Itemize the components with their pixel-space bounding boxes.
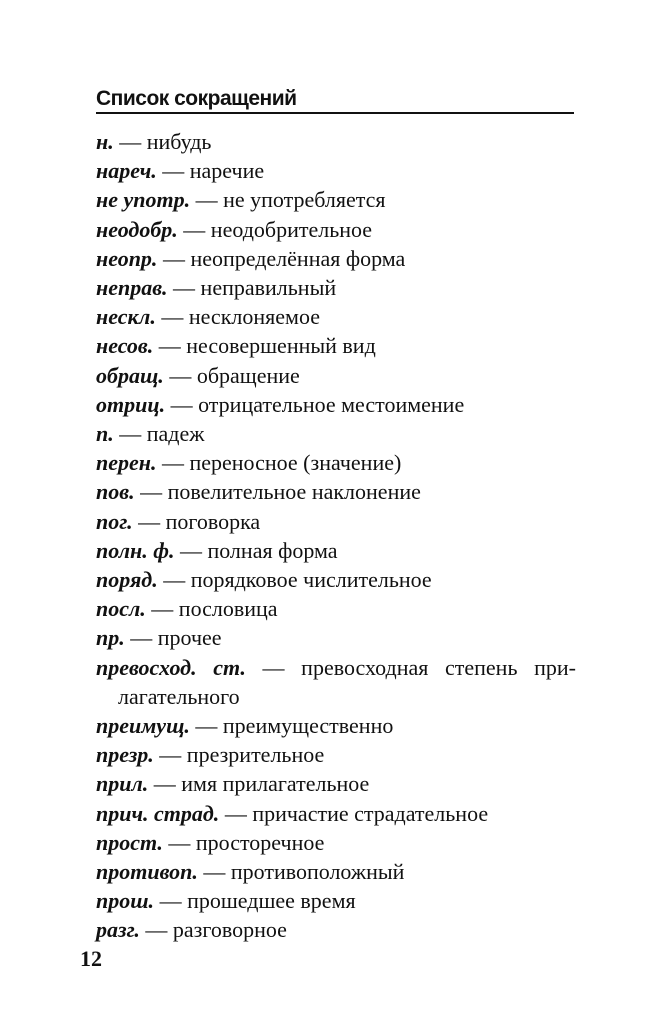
abbreviation-meaning: неодобрительное — [210, 216, 373, 242]
abbreviation-term: обращ. — [96, 362, 164, 388]
abbreviation-entry — [96, 361, 576, 390]
abbreviation-entry — [96, 740, 576, 769]
abbreviation-term: неправ. — [96, 275, 168, 301]
abbreviation-entry — [96, 711, 576, 740]
abbreviation-term: прич. страд. — [96, 800, 220, 826]
abbreviation-entry — [96, 507, 576, 536]
abbreviation-meaning: отрицательное местоимение — [198, 391, 465, 417]
abbreviation-term: пог. — [96, 508, 133, 534]
abbreviation-meaning: полная форма — [207, 537, 338, 563]
abbreviation-meaning: разговорное — [172, 917, 287, 943]
entry-separator: — — [154, 888, 188, 914]
abbreviation-entry — [96, 565, 576, 594]
entry-separator: — — [132, 508, 166, 534]
abbreviation-meaning: переносное (значение) — [189, 450, 402, 476]
abbreviation-meaning: преимущественно — [222, 713, 394, 739]
entry-separator: — — [177, 216, 211, 242]
entry-separator: — — [113, 421, 147, 447]
abbreviation-meaning: просторечное — [195, 829, 325, 855]
abbreviation-term: несов. — [96, 333, 154, 359]
page-number: 12 — [80, 946, 102, 971]
abbreviation-term: п. — [96, 421, 114, 447]
abbreviation-meaning: повелительное наклонение — [167, 479, 421, 505]
abbreviation-entry — [96, 477, 576, 506]
abbreviation-entry — [96, 828, 576, 857]
abbreviation-term: нескл. — [96, 304, 156, 330]
abbreviation-term: нареч. — [96, 158, 157, 184]
entry-separator: — — [167, 275, 201, 301]
entry-separator: — — [134, 479, 168, 505]
abbreviation-entry — [96, 419, 576, 448]
abbreviation-entry — [96, 769, 576, 798]
abbreviation-entry — [96, 653, 576, 711]
abbreviation-meaning: не употребляется — [223, 187, 386, 213]
abbreviation-term: отриц. — [96, 391, 166, 417]
abbreviation-meaning: несклоняемое — [188, 304, 320, 330]
abbreviation-term: преимущ. — [96, 713, 190, 739]
abbreviation-entry — [96, 244, 576, 273]
entry-separator: — — [190, 187, 224, 213]
abbreviation-term: презр. — [96, 742, 154, 768]
abbreviation-entry — [96, 799, 576, 828]
entry-separator: — — [163, 362, 197, 388]
entry-separator: — — [124, 625, 158, 651]
abbreviation-term: прост. — [96, 829, 163, 855]
header-title: Список сокращений — [96, 87, 297, 110]
entry-separator: — — [153, 333, 187, 359]
abbreviation-term: неопр. — [96, 245, 158, 271]
abbreviation-entry — [96, 536, 576, 565]
abbreviation-meaning: причастие страдательное — [252, 800, 489, 826]
abbreviation-entry — [96, 857, 576, 886]
entry-separator: — — [145, 596, 179, 622]
abbreviation-term: посл. — [96, 596, 146, 622]
entry-separator: — — [148, 771, 182, 797]
entry-separator: — — [219, 800, 253, 826]
abbreviation-term: пр. — [96, 625, 125, 651]
abbreviation-meaning: прочее — [157, 625, 222, 651]
abbreviation-term: перен. — [96, 450, 157, 476]
entry-separator: — — [197, 859, 231, 885]
entry-separator: — — [113, 129, 147, 154]
entry-separator: — — [245, 654, 302, 680]
abbreviation-entry — [96, 915, 576, 944]
abbreviation-entry — [96, 127, 576, 156]
abbreviation-meaning: прошедшее время — [187, 888, 356, 914]
abbreviation-term: не употр. — [96, 187, 191, 213]
abbreviation-meaning: презрительное — [186, 742, 325, 768]
abbreviation-meaning: падеж — [146, 421, 205, 447]
abbreviation-meaning: нибудь — [146, 129, 212, 154]
abbreviation-entry — [96, 302, 576, 331]
abbreviation-term: прил. — [96, 771, 149, 797]
abbreviation-term: пов. — [96, 479, 135, 505]
abbreviation-entry — [96, 594, 576, 623]
entry-separator: — — [139, 917, 173, 943]
entry-separator: — — [189, 713, 223, 739]
entry-separator: — — [155, 304, 189, 330]
abbreviation-meaning: пословица — [178, 596, 278, 622]
entry-separator: — — [157, 567, 191, 593]
abbreviation-meaning: превосходная степень при-​лагательного — [118, 654, 576, 709]
abbreviation-entry — [96, 331, 576, 360]
abbreviation-meaning: неопределённая форма — [190, 245, 406, 271]
abbreviation-term: разг. — [96, 917, 140, 943]
abbreviation-entry — [96, 156, 576, 185]
abbreviation-term: превосход. ст. — [96, 654, 246, 680]
abbreviation-meaning: наречие — [189, 158, 265, 184]
abbreviation-list — [96, 127, 576, 945]
abbreviation-term: противоп. — [96, 859, 198, 885]
entry-separator: — — [162, 829, 196, 855]
abbreviation-term: неодобр. — [96, 216, 178, 242]
abbreviation-meaning: имя прилагательное — [181, 771, 370, 797]
entry-separator: — — [156, 158, 190, 184]
abbreviation-meaning: несовершенный вид — [186, 333, 376, 359]
abbreviation-meaning: неправильный — [200, 275, 337, 301]
abbreviation-term: полн. ф. — [96, 537, 175, 563]
abbreviation-term: н. — [96, 129, 114, 154]
abbreviation-meaning: порядковое числительное — [190, 567, 432, 593]
entry-separator: — — [165, 391, 199, 417]
abbreviation-entry — [96, 185, 576, 214]
abbreviation-entry — [96, 390, 576, 419]
entry-separator: — — [174, 537, 208, 563]
entry-separator: — — [153, 742, 187, 768]
abbreviation-meaning: обращение — [196, 362, 300, 388]
abbreviation-meaning: противоположный — [230, 859, 405, 885]
abbreviation-term: прош. — [96, 888, 155, 914]
abbreviation-meaning: поговорка — [165, 508, 261, 534]
abbreviation-entry — [96, 215, 576, 244]
abbreviation-entry — [96, 886, 576, 915]
abbreviation-entry — [96, 448, 576, 477]
abbreviation-term: поряд. — [96, 567, 158, 593]
abbreviation-entry — [96, 273, 576, 302]
entry-separator: — — [157, 245, 191, 271]
abbreviation-entry — [96, 623, 576, 652]
running-header — [96, 82, 574, 114]
entry-separator: — — [156, 450, 190, 476]
